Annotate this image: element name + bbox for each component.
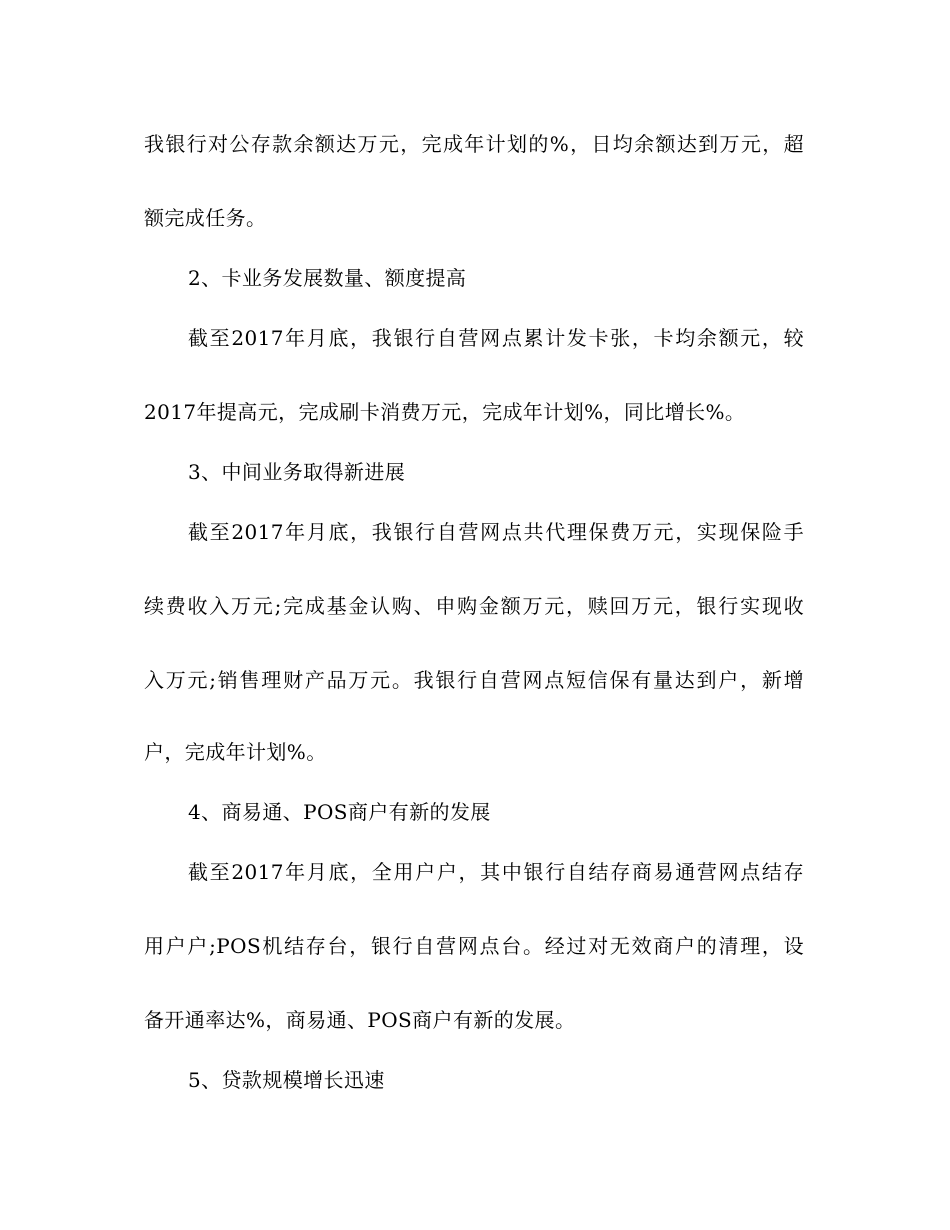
paragraph-line: 用户户;POS机结存台，银行自营网点台。经过对无效商户的清理，设 [144,934,804,958]
paragraph-line: 户，完成年计划%。 [144,740,327,764]
paragraph-line: 截至2017年月底，我银行自营网点共代理保费万元，实现保险手 [188,520,804,544]
section-heading: 2、卡业务发展数量、额度提高 [188,266,467,290]
section-heading: 4、商易通、POS商户有新的发展 [188,800,491,824]
paragraph-line: 截至2017年月底，我银行自营网点累计发卡张，卡均余额元，较 [188,326,804,350]
paragraph-line: 截至2017年月底，全用户户，其中银行自结存商易通营网点结存 [188,860,804,884]
paragraph-line: 2017年提高元，完成刷卡消费万元，完成年计划%，同比增长%。 [144,400,746,424]
paragraph-line: 我银行对公存款余额达万元，完成年计划的%，日均余额达到万元，超 [144,132,804,156]
paragraph-line: 续费收入万元;完成基金认购、申购金额万元，赎回万元，银行实现收 [144,594,804,618]
paragraph-line: 额完成任务。 [144,206,267,230]
section-heading: 3、中间业务取得新进展 [188,460,406,484]
paragraph-line: 备开通率达%，商易通、POS商户有新的发展。 [144,1008,576,1032]
paragraph-line: 入万元;销售理财产品万元。我银行自营网点短信保有量达到户，新增 [144,668,804,692]
section-heading: 5、贷款规模增长迅速 [188,1068,385,1092]
